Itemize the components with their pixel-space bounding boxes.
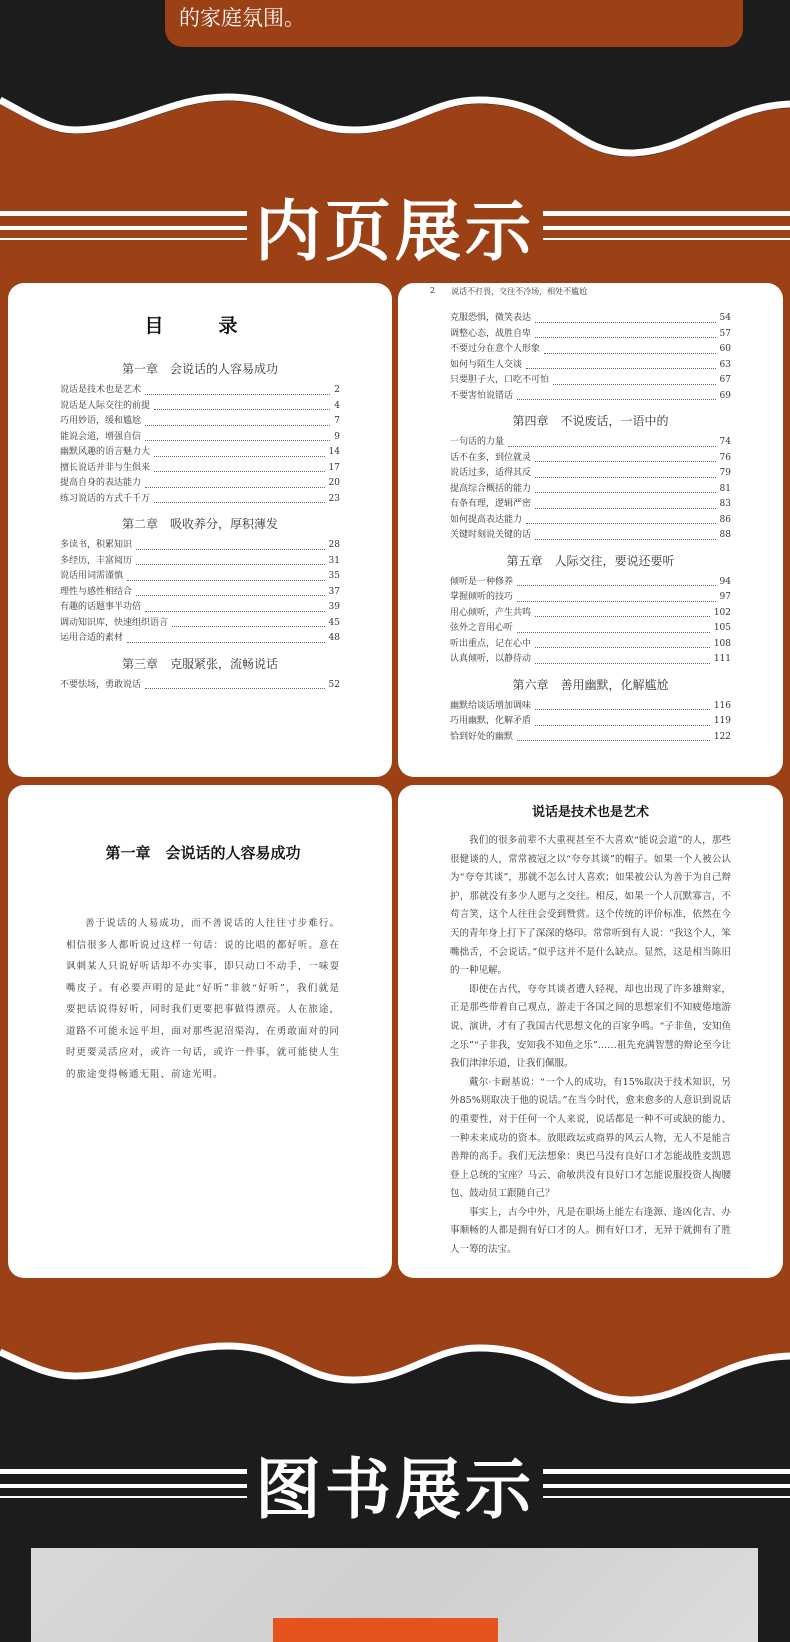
leader-dots — [127, 569, 325, 581]
toc-entry — [450, 699, 731, 715]
toc-title: 目 录 — [144, 315, 256, 337]
toc-entry — [450, 373, 731, 389]
leader-dots — [535, 311, 716, 323]
toc-entry-label: 如何提高表达能力 — [450, 514, 523, 525]
toc-entry-label: 关键时刻说关键的话 — [450, 530, 532, 540]
toc-entry-label: 不要过分在意个人形象 — [450, 344, 541, 354]
toc-entry — [60, 538, 340, 554]
toc-entry-label: 倾听是一种修养 — [450, 576, 514, 587]
intro-text: 的家庭氛围。 — [179, 6, 305, 30]
section-title-books — [0, 1448, 790, 1528]
toc-entry-page: 94 — [719, 576, 731, 587]
toc-entry-label: 话不在多，到位就灵 — [450, 452, 532, 463]
toc-entry-page: 105 — [713, 623, 731, 633]
leader-dots — [145, 383, 330, 395]
toc-entry — [450, 606, 731, 622]
toc-entry — [450, 497, 731, 513]
toc-entry-page: 74 — [719, 437, 731, 447]
toc-entry — [450, 528, 731, 544]
leader-dots — [553, 373, 716, 385]
toc-entry-label: 调整心态，战胜自卑 — [450, 328, 532, 339]
toc-entry-label: 运用合适的素材 — [60, 633, 124, 643]
page-number: 2 — [430, 286, 436, 295]
toc-entry — [450, 652, 731, 668]
leader-dots — [508, 435, 716, 447]
paragraph: 善于说话的人易成功，而不善说话的人往往寸步难行。相信很多人都听说过这样一句话：说的比唱的都好听。意在讽刺某人只说好听话却不办实事，即只动口不动手，一味耍嘴皮子。有必要声明的是此“好听”非彼“好听”，我们就是要把话说得好听，同时我们更要把事做得漂亮。人在旅途，道路不可能永远平坦，面对那些泥沼渠沟，在勇敢面对的同时更要灵活应对，或许一句话，或许一件事，就可能使人生的旅途变得畅通无阻、前途光明。 — [66, 918, 340, 1080]
toc-entry-page: 45 — [328, 617, 340, 628]
toc-entry-page: 7 — [334, 416, 340, 426]
toc-entry — [60, 678, 340, 694]
toc-entry — [60, 383, 340, 399]
leader-dots — [154, 399, 330, 411]
toc-entry-label: 说话过多，适得其反 — [450, 468, 532, 478]
toc-entry — [450, 730, 731, 746]
leader-dots — [136, 585, 325, 597]
toc-entry-label: 只要胆子大，口吃不可怕 — [450, 375, 550, 385]
toc-entry-label: 说话是人际交往的前提 — [60, 400, 151, 411]
section-heading: 内页展示 — [255, 192, 535, 270]
leader-dots — [154, 461, 325, 473]
toc-entry-page: 76 — [719, 452, 731, 463]
title-lines-left — [0, 208, 247, 242]
toc-entry-label: 能说会道，增强自信 — [60, 431, 142, 442]
leader-dots — [154, 445, 325, 457]
leader-dots — [535, 652, 710, 664]
toc-entry-page: 81 — [719, 483, 731, 494]
toc-entry-label: 恰到好处的幽默 — [450, 731, 514, 742]
toc-entry-page: 108 — [713, 638, 731, 649]
toc-entry-page: 31 — [328, 555, 340, 566]
leader-dots — [535, 482, 716, 494]
leader-dots — [535, 637, 710, 649]
toc-entry-page: 119 — [713, 716, 731, 726]
toc-entry — [450, 327, 731, 343]
toc-entry — [60, 414, 340, 430]
toc-entry — [450, 714, 731, 730]
title-lines-right — [543, 208, 790, 242]
toc-entry-label: 掌握倾听的技巧 — [450, 592, 514, 602]
toc-entry-page: 52 — [328, 679, 340, 690]
toc-entry-label: 说话用词需谨慎 — [60, 571, 124, 581]
leader-dots — [535, 714, 710, 726]
toc-entry-page: 116 — [713, 700, 731, 711]
paragraph: 即使在古代，夸夸其谈者遭人轻视，却也出现了许多雄辩家，正是那些带着自己观点，游走于各国之间的思想家们不知疲倦地游说、演讲，才有了我国古代思想文化的百家争鸣。“子非鱼，安知鱼之乐”“子非我，安知我不知鱼之乐”……祖先充满智慧的辩论至今让我们津津乐道，让我们佩服。 — [450, 983, 731, 1070]
toc-entry-label: 有条有理，逻辑严密 — [450, 499, 532, 509]
chapter-heading: 第四章 不说废话，一语中的 — [512, 414, 669, 428]
toc-entry-page: 111 — [713, 654, 731, 664]
toc-entry-page: 54 — [719, 313, 731, 323]
chapter-heading: 第三章 克服紧张，流畅说话 — [121, 656, 278, 671]
toc-entry-page: 102 — [713, 607, 731, 618]
toc-entry-page: 69 — [719, 390, 731, 401]
toc-entry — [60, 492, 340, 508]
toc-entry-page: 2 — [334, 385, 340, 395]
leader-dots — [535, 699, 710, 711]
toc-entry-label: 调动知识库，快速组织语言 — [60, 617, 169, 628]
toc-entry-page: 67 — [719, 375, 731, 385]
leader-dots — [517, 621, 710, 633]
book-cover — [273, 1618, 498, 1642]
leader-dots — [517, 389, 716, 401]
toc-entry — [450, 435, 731, 451]
leader-dots — [535, 327, 716, 339]
toc-entry-page: 14 — [328, 447, 340, 457]
toc-entry-label: 提高综合概括的能力 — [450, 483, 532, 494]
leader-dots — [145, 678, 325, 690]
toc-entry — [450, 311, 731, 327]
leader-dots — [535, 528, 716, 540]
toc-entry-label: 不要怯场，勇敢说话 — [60, 679, 142, 690]
book-photo — [31, 1548, 758, 1642]
toc-entry — [450, 621, 731, 637]
toc-entry — [450, 358, 731, 374]
leader-dots — [535, 497, 716, 509]
leader-dots — [145, 600, 325, 612]
toc-entry-label: 说话是技术也是艺术 — [60, 385, 142, 395]
toc-entry-label: 幽默给谈话增加调味 — [450, 700, 532, 711]
toc-entry-page: 48 — [328, 633, 340, 643]
leader-dots — [136, 554, 325, 566]
toc-entry-page: 28 — [328, 540, 340, 550]
toc-entry-label: 认真倾听，以静待动 — [450, 654, 532, 664]
leader-dots — [127, 631, 325, 643]
toc-entry-label: 多经历，丰富阅历 — [60, 555, 133, 566]
running-header — [430, 286, 731, 297]
toc-entry — [60, 585, 340, 601]
toc-entry — [450, 637, 731, 653]
toc-entry-label: 用心倾听，产生共鸣 — [450, 607, 532, 618]
chapter-title: 第一章 会说话的人容易成功 — [105, 844, 301, 862]
leader-dots — [535, 466, 716, 478]
leader-dots — [145, 430, 330, 442]
toc-entry — [60, 461, 340, 477]
paragraph: 事实上，古今中外，凡是在职场上能左右逢源、逢凶化吉、办事顺畅的人都是拥有好口才的人。拥有好口才，无异于就拥有了胜人一筹的法宝。 — [450, 1206, 731, 1256]
toc-entry-page: 4 — [334, 400, 340, 411]
toc-entry-label: 弦外之音用心听 — [450, 623, 514, 633]
section-title-inner-pages — [0, 190, 790, 270]
toc-entry — [60, 569, 340, 585]
leader-dots — [526, 513, 716, 525]
toc-entry-label: 提高自身的表达能力 — [60, 478, 142, 488]
leader-dots — [526, 358, 716, 370]
leader-dots — [535, 451, 716, 463]
toc-entry-label: 练习说话的方式千千万 — [60, 493, 151, 504]
toc-entry — [60, 476, 340, 492]
chapter-heading: 第一章 会说话的人容易成功 — [121, 362, 278, 376]
title-lines-left — [0, 1466, 247, 1500]
toc-entry-page: 20 — [328, 478, 340, 488]
leader-dots — [517, 590, 716, 602]
page-chapter-opening — [8, 785, 392, 1278]
toc-entry-label: 不要害怕说错话 — [450, 390, 514, 401]
paragraph: 戴尔·卡耐基说：“一个人的成功，有15%取决于技术知识，另外85%则取决于他的说话。”在当今时代，愈来愈多的人意识到说话的重要性，对于任何一个人来说，说话都是一种不可或缺的能力、一种未来成功的资本。放眼政坛或商界的风云人物，无人不是能言善辩的高手。我们无法想象：奥巴马没有良好口才怎能战胜麦凯恩登上总统的宝座？马云、俞敏洪没有良好口才怎能说服投资人掏腰包、鼓动员工跟随自己？ — [450, 1076, 731, 1200]
leader-dots — [145, 476, 325, 488]
toc-entry-label: 擅长说话并非与生俱来 — [60, 462, 151, 473]
page-toc-2 — [398, 283, 783, 777]
toc-entry-label: 巧用幽默，化解矛盾 — [450, 716, 532, 726]
toc-entry-page: 17 — [328, 462, 340, 473]
toc-entry — [450, 575, 731, 591]
chapter-heading: 第五章 人际交往，要说还要听 — [506, 553, 675, 568]
chapter-heading: 第六章 善用幽默，化解尴尬 — [512, 677, 669, 692]
toc-entry-page: 39 — [328, 602, 340, 612]
toc-entry — [450, 513, 731, 529]
toc-entry — [450, 466, 731, 482]
toc-entry-page: 79 — [719, 468, 731, 478]
toc-entry-label: 多读书，积累知识 — [60, 540, 133, 550]
toc-entry-label: 有趣的话题事半功倍 — [60, 602, 142, 612]
leader-dots — [517, 575, 716, 587]
toc-entry-label: 听出重点，记在心中 — [450, 638, 532, 649]
toc-entry-page: 35 — [328, 571, 340, 581]
toc-entry-label: 巧用妙语，缓和尴尬 — [60, 416, 142, 426]
title-lines-right — [543, 1466, 790, 1500]
toc-entry-page: 23 — [328, 493, 340, 504]
toc-entry — [60, 616, 340, 632]
toc-entry — [450, 590, 731, 606]
toc-entry-label: 如何与陌生人交谈 — [450, 359, 523, 370]
leader-dots — [535, 606, 710, 618]
toc-entry-page: 60 — [719, 344, 731, 354]
leader-dots — [172, 616, 325, 628]
toc-entry — [450, 342, 731, 358]
toc-entry — [60, 554, 340, 570]
toc-entry — [60, 445, 340, 461]
page-toc-1 — [8, 283, 392, 777]
toc-entry — [450, 389, 731, 405]
toc-entry-page: 63 — [719, 359, 731, 370]
toc-entry-label: 克服恐惧，微笑表达 — [450, 313, 532, 323]
leader-dots — [544, 342, 716, 354]
toc-entry-page: 97 — [719, 592, 731, 602]
page-article — [398, 785, 783, 1278]
leader-dots — [517, 730, 710, 742]
toc-entry-page: 57 — [719, 328, 731, 339]
toc-entry-page: 83 — [719, 499, 731, 509]
leader-dots — [145, 414, 330, 426]
toc-entry-page: 88 — [719, 530, 731, 540]
toc-entry-page: 122 — [713, 731, 731, 742]
toc-entry-label: 幽默风趣的语言魅力大 — [60, 447, 151, 457]
article-title: 说话是技术也是艺术 — [531, 805, 649, 820]
toc-entry — [60, 430, 340, 446]
section-heading: 图书展示 — [255, 1450, 535, 1528]
toc-entry-page: 37 — [328, 586, 340, 597]
toc-entry-page: 9 — [334, 431, 340, 442]
running-header-text: 说话不打畏，交往不冷场，相处不尴尬 — [451, 287, 588, 296]
toc-entry-page: 86 — [719, 514, 731, 525]
toc-entry — [60, 631, 340, 647]
leader-dots — [136, 538, 325, 550]
paragraph: 我们的很多前辈不大重视甚至不大喜欢“能说会道”的人，那些很健谈的人，常常被冠之以“夸夸其谈”的帽子。如果一个人被公认为“夸夸其谈”，那就不怎么讨人喜欢；如果被公认为善于为自己辩护，那就没有多少人愿与之交往。相反，如果一个人沉默寡言，不苟言笑，这个人往往会受到赞赏。这个传统的评价标准，依然在今天的青年身上打下了深深的烙印。常常听到有人说：“我这个人，笨嘴拙舌，不会说话。”似乎这并不是什么缺点。显然，这是相当陈旧的一种见解。 — [450, 835, 731, 977]
toc-entry — [450, 482, 731, 498]
toc-entry-label: 理性与感性相结合 — [60, 586, 133, 597]
leader-dots — [154, 492, 325, 504]
toc-entry — [60, 600, 340, 616]
toc-entry — [60, 399, 340, 415]
chapter-heading: 第二章 吸收养分，厚积薄发 — [121, 517, 278, 531]
toc-entry-label: 一句话的力量 — [450, 437, 505, 447]
toc-entry — [450, 451, 731, 467]
